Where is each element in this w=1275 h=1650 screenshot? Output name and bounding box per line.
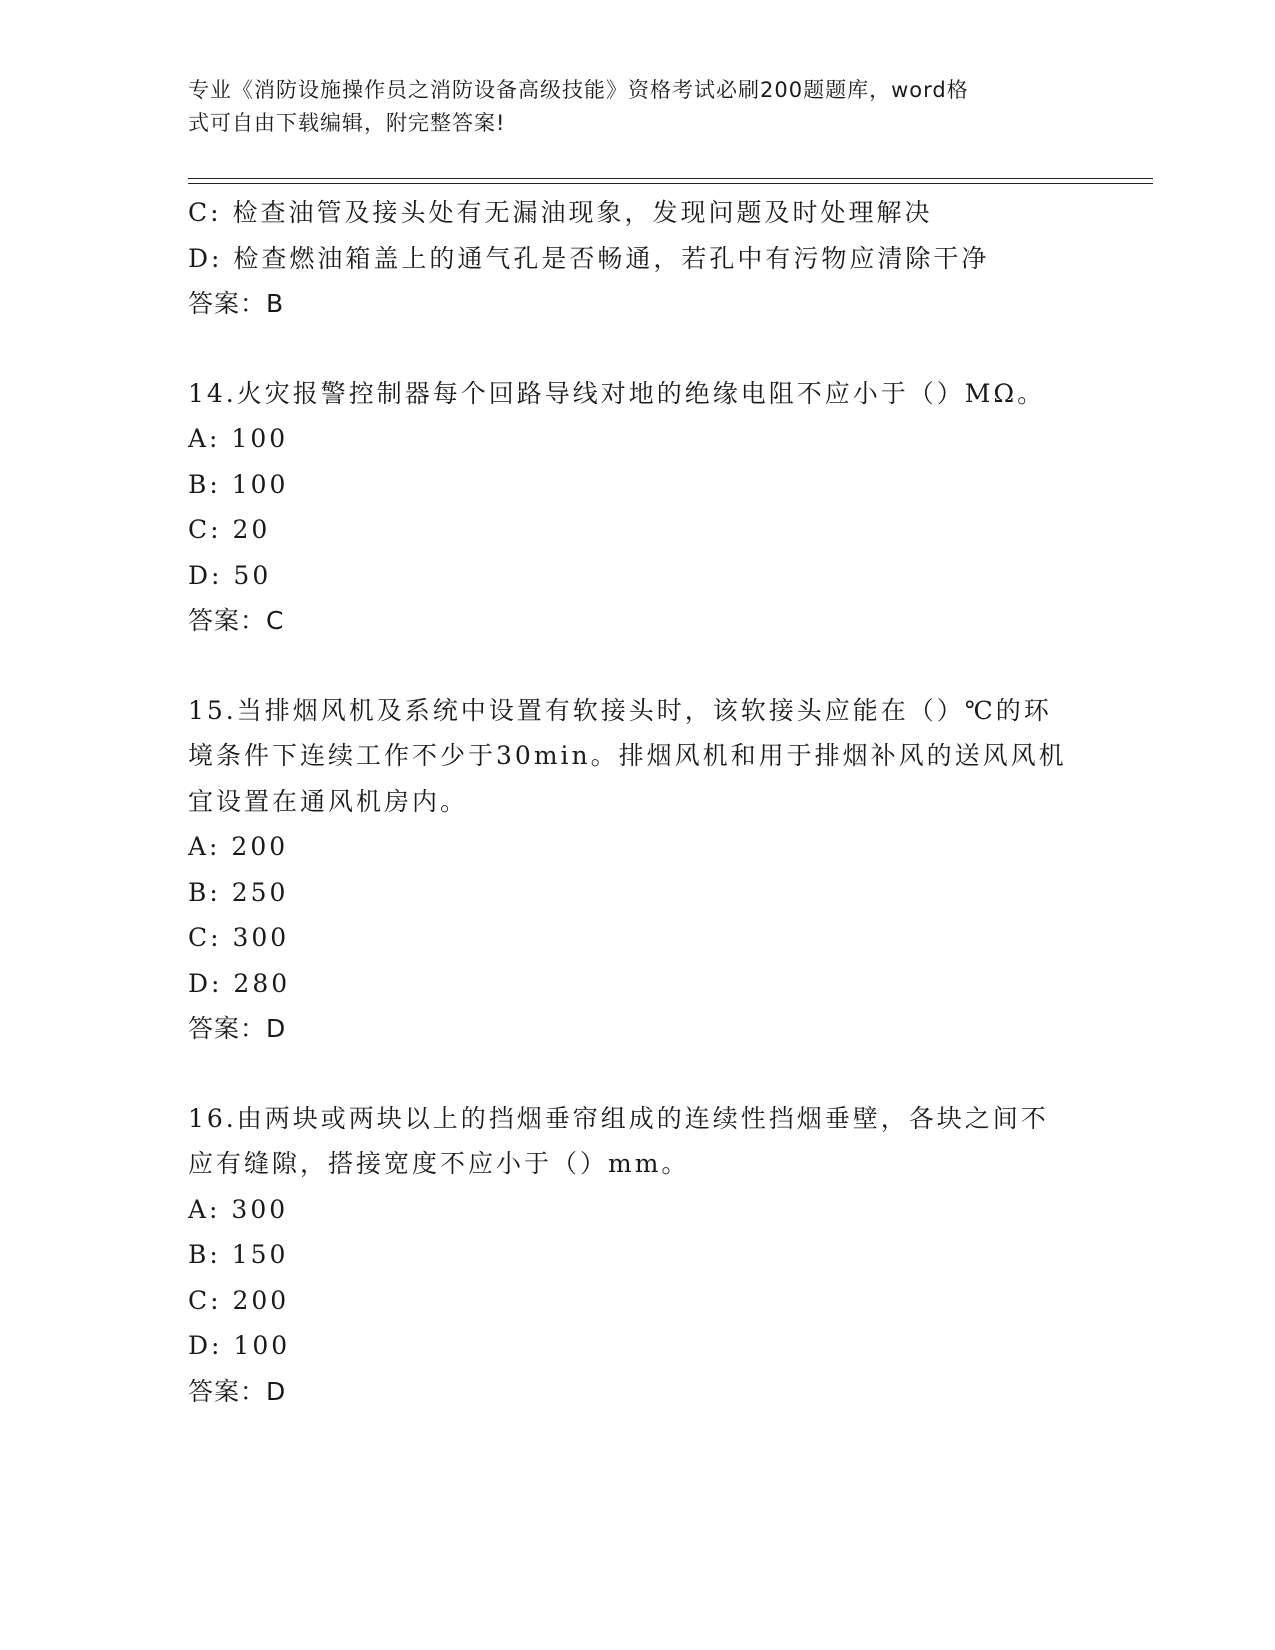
header-title-line-2: 式可自由下载编辑，附完整答案! — [188, 111, 506, 135]
option-a: A: 100 — [188, 424, 289, 453]
option-c: C: 200 — [188, 1285, 290, 1315]
question-stem: 14.火灾报警控制器每个回路导线对地的绝缘电阻不应小于（）MΩ。 — [188, 378, 1046, 408]
question-block-14 — [188, 371, 1088, 644]
option-d: D: 280 — [188, 968, 291, 998]
question-spacer — [188, 327, 1088, 371]
option-b: B: 250 — [188, 877, 289, 907]
option-a: A: 300 — [188, 1194, 289, 1224]
option-d: D: 100 — [188, 1331, 291, 1360]
question-stem: 境条件下连续工作不少于30min。排烟风机和用于排烟补风的送风风机 — [188, 741, 1067, 770]
option-d: D: 检查燃油箱盖上的通气孔是否畅通，若孔中有污物应清除干净 — [188, 243, 990, 273]
option-a: A: 200 — [188, 832, 289, 861]
answer-line: 答案：D — [188, 1014, 287, 1043]
question-block-16 — [188, 1096, 1088, 1415]
question-list — [188, 190, 1088, 1414]
answer-line: 答案：C — [188, 606, 285, 635]
answer-line: 答案：D — [188, 1376, 287, 1406]
question-spacer — [188, 644, 1088, 688]
question-block-15 — [188, 688, 1088, 1052]
header-divider-top — [188, 178, 1153, 179]
question-stem: 16.由两块或两块以上的挡烟垂帘组成的连续性挡烟垂壁，各块之间不 — [188, 1103, 1049, 1133]
answer-line: 答案：B — [188, 289, 285, 318]
option-d: D: 50 — [188, 560, 272, 590]
option-b: B: 100 — [188, 469, 289, 499]
question-stem: 宜设置在通风机房内。 — [188, 786, 469, 816]
option-c: C: 检查油管及接头处有无漏油现象，发现问题及时处理解决 — [188, 198, 933, 227]
option-b: B: 150 — [188, 1240, 289, 1269]
header-title-line-1: 专业《消防设施操作员之消防设备高级技能》资格考试必刷200题题库，word格 — [188, 78, 969, 102]
document-header — [188, 74, 1068, 140]
question-spacer — [188, 1052, 1088, 1096]
question-block-13 — [188, 190, 1088, 327]
header-divider-bottom — [188, 183, 1153, 184]
question-stem: 应有缝隙，搭接宽度不应小于（）mm。 — [188, 1149, 690, 1178]
option-c: C: 20 — [188, 515, 271, 544]
question-stem: 15.当排烟风机及系统中设置有软接头时，该软接头应能在（）℃的环 — [188, 695, 1052, 725]
option-c: C: 300 — [188, 923, 290, 952]
